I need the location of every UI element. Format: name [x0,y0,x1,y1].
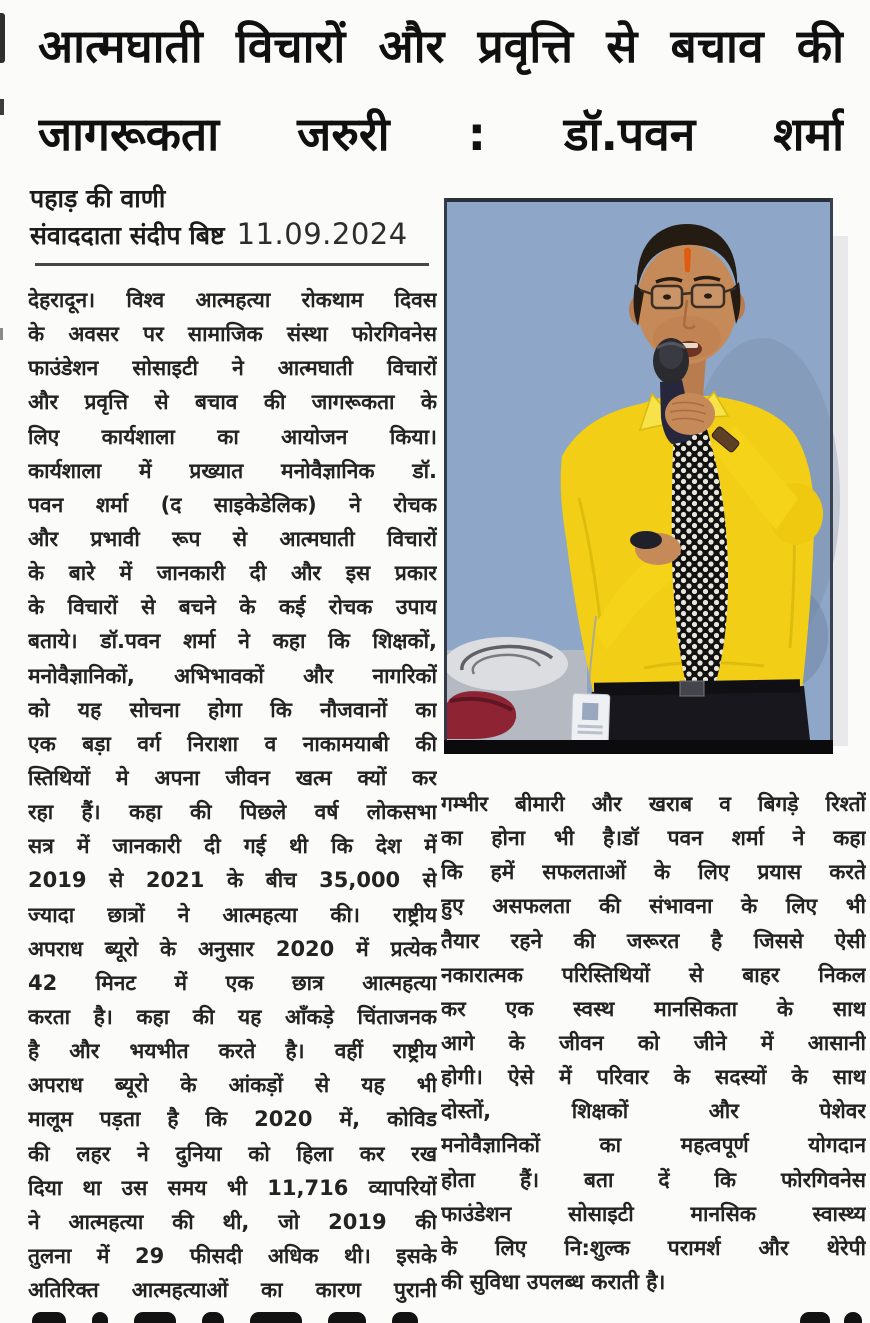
id-card [571,693,610,746]
body-text-line: मालूम पड़ता है कि 2020 में, कोविड [28,1107,437,1132]
body-text-line: तुलना में 29 फीसदी अधिक थी। इसके [28,1243,437,1268]
hand-gripping-mic [665,393,715,435]
body-text-line: गम्भीर बीमारी और खराब व बिगड़े रिश्तों [441,792,866,816]
body-text-line: फाउंडेशन सोसाइटी ने आत्मघाती विचारों [28,356,437,381]
body-text-line: और प्रभावी रूप से आत्मघाती विचारों [28,526,437,551]
body-text-line: को यह सोचना होगा कि नौजवानों का [28,697,437,722]
tilak-mark [684,248,691,273]
body-text-line: एक बड़ा वर्ग निराशा व नाकामयाबी की [28,731,437,756]
right-column-text [441,787,866,1299]
body-text-line: नकारात्मक परिस्तिथियों से बाहर निकल [441,962,866,987]
presentation-clicker [630,531,662,549]
cutoff-glyph [92,1312,108,1323]
body-text-line: का होना भी है।डॉ पवन शर्मा ने कहा [441,826,866,851]
body-text-line: तैयार रहने की जरूरत है जिससे ऐसी [441,928,866,953]
reporter-name: संवाददाता संदीप बिष्ट [30,221,225,250]
body-text-line: के लिए नि:शुल्क परामर्श और थेरेपी [441,1235,866,1260]
scan-artifact [0,99,4,115]
body-text-line: सत्र में जानकारी दी गई थी कि देश में [28,834,437,859]
body-text-line: हुए असफलता की संभावना के लिए भी [441,894,866,919]
eye [704,293,712,298]
eye [663,294,671,299]
body-text-line: रहा हैं। कहा की पिछले वर्ष लोकसभा [28,800,437,825]
body-text-line: अपराध ब्यूरो के आंकड़ों से यह भी [28,1073,437,1098]
cutoff-glyph [32,1312,66,1323]
left-column-text [28,283,437,1307]
body-text-line: करता है। कहा की यह आँकड़े चिंताजनक [28,1004,437,1029]
body-text-line: स्तिथियों मे अपना जीवन खत्म क्यों कर [28,765,437,790]
body-text-line: दिया था उस समय भी 11,716 व्यापरियों [28,1175,437,1200]
reporter-row [30,217,450,252]
scan-artifact [0,13,5,63]
body-text-line: लिए कार्यशाला का आयोजन किया। [28,424,437,449]
byline-divider [35,263,429,266]
body-text-line: 2019 से 2021 के बीच 35,000 से [28,868,437,893]
body-text-line: कि हमें सफलताओं के लिए प्रयास करते [441,860,866,885]
background-furniture [444,637,587,740]
body-text-line: की सुविधा उपलब्ध कराती है। [441,1269,666,1294]
scan-artifact [0,328,3,340]
body-text-line: मनोवैज्ञानिकों का महत्वपूर्ण योगदान [441,1133,866,1158]
body-text-line: फाउंडेशन सोसाइटी मानसिक स्वास्थ्य [441,1201,866,1226]
article-photo [444,198,848,764]
publication-date: 11.09.2024 [236,217,408,251]
microphone-head [653,338,689,384]
byline [30,183,450,252]
cutoff-text-fragments [800,1309,866,1323]
cutoff-glyph [800,1312,830,1323]
body-text-line: कार्यशाला में प्रख्यात मनोवैज्ञानिक डॉ. [28,458,437,483]
body-text-line: 42 मिनट में एक छात्र आत्महत्या [28,970,437,995]
body-text-line: बताये। डॉ.पवन शर्मा ने कहा कि शिक्षकों, [28,629,437,654]
photo-border-left [444,198,447,740]
body-text-line: के विचारों से बचने के कई रोचक उपाय [28,595,437,620]
body-text-line: और प्रवृत्ति से बचाव की जागरूकता के [28,390,437,415]
body-text-line: के अवसर पर सामाजिक संस्था फोरगिवनेस [28,322,437,347]
cutoff-glyph [844,1312,862,1323]
cutoff-glyph [250,1312,302,1323]
body-text-line: कर एक स्वस्थ मानसिकता के साथ [441,996,866,1021]
body-text-line: मनोवैज्ञानिकों, अभिभावकों और नागरिकों [28,663,437,688]
cutoff-text-fragments [32,1309,440,1323]
cutoff-glyph [328,1312,366,1323]
body-text-line: पवन शर्मा (द साइकेडेलिक) ने रोचक [28,492,437,517]
headline [38,2,844,178]
body-text-line: ज्यादा छात्रों ने आत्महत्या की। राष्ट्रीय [28,902,437,927]
body-text-line: देहरादून। विश्व आत्महत्या रोकथाम दिवस [28,288,437,312]
publication-name: पहाड़ की वाणी [30,184,166,213]
body-text-line: है और भयभीत करते है। वहीं राष्ट्रीय [28,1039,437,1064]
cutoff-glyph [134,1312,176,1323]
body-text-line: होगी। ऐसे में परिवार के सदस्यों के साथ [441,1065,866,1090]
body-text-line: ने आत्महत्या की थी, जो 2019 की [28,1209,437,1234]
body-text-line: दोस्तों, शिक्षकों और पेशेवर [441,1099,866,1124]
cutoff-glyph [392,1312,418,1323]
body-text-line: होता हैं। बता दें कि फोरगिवनेस [441,1167,866,1192]
belt-buckle [680,681,704,696]
body-text-line: अतिरिक्त आत्महत्याओं का कारण पुरानी [28,1278,437,1303]
headline-line-1: आत्मघाती विचारों और प्रवृत्ति से बचाव की [38,19,844,73]
photo-border-right [830,198,833,740]
body-text-line: के बारे में जानकारी दी और इस प्रकार [28,561,437,586]
headline-line-2: जागरूकता जरुरी : डॉ.पवन शर्मा [38,107,844,161]
body-text-line: अपराध ब्यूरो के अनुसार 2020 में प्रत्येक [28,936,437,961]
speaker-photo-illustration [444,198,848,764]
photo-border-bottom [444,740,833,754]
body-text-line: की लहर ने दुनिया को हिला कर रख [28,1141,437,1166]
photo-border-top [444,198,833,202]
cutoff-glyph [202,1312,224,1323]
body-text-line: आगे के जीवन को जीने में आसानी [441,1030,866,1055]
